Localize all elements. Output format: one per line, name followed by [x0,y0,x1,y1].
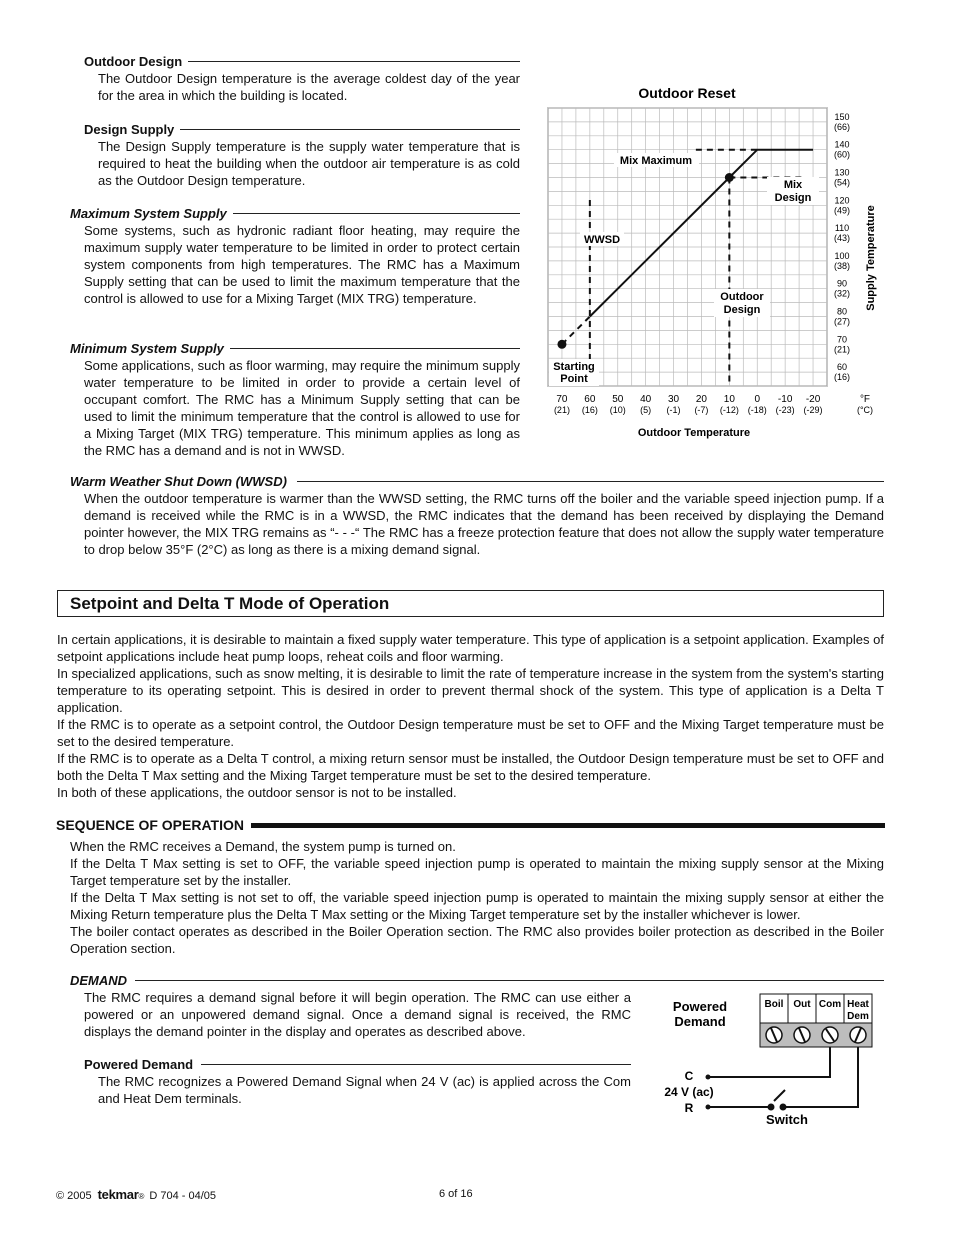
x-tick-label: 20 [695,394,708,405]
setpoint-body [57,631,884,801]
design-supply-section [84,121,520,189]
outdoor-design-heading: Outdoor Design [84,54,183,69]
min-system-supply-section [70,340,520,459]
terminal-c-dot [706,1075,711,1080]
paragraph: If the Delta T Max setting is not set to off, the variable speed injection pump is operated to maintain the mixing supply sensor at either the Mixing Return temperature plus the Delta T Max setting or the Mixing Target temperature set by the installer whichever is lower. [70,890,884,922]
c-label: C [684,1069,694,1083]
x-unit-label: °F [859,394,871,405]
y-tick-label-celsius: (54) [833,177,851,188]
y-tick-label-celsius: (60) [833,149,851,160]
terminal-com: Com [818,999,842,1010]
y-tick-label: 90 [836,278,848,289]
powered-demand-heading: Powered Demand [84,1057,194,1072]
x-tick-label-celsius: (21) [553,405,570,415]
max-system-supply-heading: Maximum System Supply [70,206,227,221]
chart-title: Outdoor Reset [638,85,736,101]
starting-point-marker [557,340,566,349]
starting-point-label: Point [560,373,588,385]
x-axis-label: Outdoor Temperature [637,427,751,439]
page-number: 6 of 16 [439,1188,473,1200]
switch-contact [780,1104,787,1111]
wiring-diagram [650,990,890,1130]
x-tick-label: -20 [805,394,821,405]
paragraph: If the RMC is to operate as a Delta T control, a mixing return sensor must be installed, the Outdoor Design temperature must be set to OFF and both the Delta T Max setting and the Mixing Target temperature must be set to the desired temperature. [57,751,884,783]
terminal-out: Out [793,999,811,1010]
y-tick-label: 60 [836,362,848,373]
x-tick-label: 40 [640,394,652,405]
footer-left [56,1186,216,1205]
brand-logo: tekmar [97,1187,139,1202]
x-tick-label: 0 [754,394,761,405]
y-tick-label: 100 [834,250,850,261]
x-tick-label: 70 [556,394,568,405]
switch-label: Switch [766,1112,808,1127]
design-point-marker [725,173,734,182]
paragraph: The boiler contact operates as described in the Boiler Operation section. The RMC also provides boiler protection as described in the Boiler Operation section. [70,924,884,956]
x-tick-label: 60 [584,394,596,405]
y-tick-label-celsius: (21) [833,344,851,355]
y-tick-label: 150 [834,111,850,122]
section-title: Setpoint and Delta T Mode of Operation [70,594,390,613]
demand-text: The RMC requires a demand signal before it will begin operation. The RMC can use either a powered or an unpowered demand signal. Once a demand signal is received, the RMC displays the demand pointer in the display and operates as described above. [84,990,631,1039]
terminal-r-dot [706,1105,711,1110]
outdoor-design-label: Outdoor [720,291,764,303]
y-tick-label-celsius: (32) [833,288,851,299]
x-tick-label-celsius: (-1) [666,405,681,415]
y-tick-label-celsius: (16) [833,372,851,383]
r-label: R [684,1101,694,1115]
y-tick-label: 140 [834,139,850,150]
demand-heading: DEMAND [70,973,128,988]
paragraph: When the RMC receives a Demand, the system pump is turned on. [70,839,456,854]
demand-heading-row [70,972,884,989]
wwsd-label: WWSD [583,234,621,246]
screw-icon [850,1027,866,1043]
x-tick-label-celsius: (-23) [775,405,795,415]
sequence-heading: SEQUENCE OF OPERATION [56,817,244,833]
y-tick-label: 120 [834,195,850,206]
x-tick-label-celsius: (-29) [803,405,823,415]
y-tick-label: 80 [836,306,848,317]
heading-rule [188,61,520,62]
outdoor-design-label: Design [723,304,761,316]
registered-mark: ® [138,1192,145,1201]
max-system-supply-text: Some systems, such as hydronic radiant floor heating, may require the maximum supply water temperature to be limited in order to protect certain system components from high temperatures. The RMC has a Maximum Supply setting that can be used to limit the maximum temperature that the control is allowed to use for a Mixing Target (MIX TRG) temperature. [84,223,520,306]
design-supply-heading: Design Supply [84,122,175,137]
y-tick-label: 110 [834,223,850,234]
wire-com [710,1047,830,1077]
y-tick-label-celsius: (66) [833,121,851,132]
x-unit-label-celsius: (°C) [856,405,874,415]
screw-icon [766,1027,782,1043]
max-system-supply-section [70,205,520,307]
sequence-heading-row [56,817,885,834]
setpoint-title-box [57,590,884,617]
heading-rule [233,213,520,214]
x-tick-label: -10 [777,394,793,405]
wwsd-text: When the outdoor temperature is warmer than the WWSD setting, the RMC turns off the boiler and the variable speed injection pump. If a demand is received while the RMC is in a WWSD, the RMC indicates that the demand has been received by displaying the Demand pointer however, the MIX TRG remains as “- - -“ The RMC has a freeze protection feature that does not allow the supply water temperature to drop below 35°F (2°C) as long as there is a mixing demand signal. [84,491,884,557]
screw-icon [822,1027,838,1043]
paragraph: If the RMC is to operate as a setpoint control, the Outdoor Design temperature must be set to OFF and the Mixing Target temperature must be set to the desired temperature. [57,717,884,749]
voltage-label: 24 V (ac) [664,1085,714,1099]
design-supply-text: The Design Supply temperature is the supply water temperature that is required to heat the building when the outdoor air temperature is as cold as the Outdoor Design temperature. [98,139,520,188]
min-system-supply-text: Some applications, such as floor warming, may require the minimum supply water temperature to be limited in order to provide a certain level of occupant comfort. The RMC has a Minimum Supply setting that can be used to limit the minimum temperature that the control is allowed to use for a Mixing Target (MIX TRG) temperature. This minimum applies as long as the RMC has a demand and is not in WWSD. [84,358,520,458]
heading-rule [180,129,520,130]
heading-rule [230,348,520,349]
x-tick-label-celsius: (-18) [747,405,767,415]
y-tick-label-celsius: (38) [833,260,851,271]
y-tick-label-celsius: (43) [833,233,851,244]
y-tick-label-celsius: (27) [833,316,851,327]
x-tick-label: 10 [723,394,735,405]
x-tick-label-celsius: (16) [581,405,598,415]
heading-rule [135,980,884,981]
mix-design-label: Mix [783,179,803,191]
powered-label: Powered [672,999,728,1014]
x-tick-label-celsius: (10) [609,405,626,415]
demand-label: Demand [674,1014,726,1029]
paragraph: In certain applications, it is desirable to maintain a fixed supply water temperature. This type of application is a setpoint application. Examples of setpoint applications include heat pump loops, reheat coils and floor warming. [57,632,884,664]
x-tick-label-celsius: (5) [640,405,652,415]
heading-rule [201,1064,631,1065]
document-number: D 704 - 04/05 [149,1190,217,1202]
mix-maximum-label: Mix Maximum [619,155,693,167]
heading-thick-rule [251,823,885,828]
x-tick-label: 50 [612,394,624,405]
powered-demand-text: The RMC recognizes a Powered Demand Signal when 24 V (ac) is applied across the Com and Heat Dem terminals. [98,1074,631,1106]
outdoor-reset-chart [540,80,890,445]
starting-point-label: Starting [553,361,595,373]
y-tick-label-celsius: (49) [833,205,851,216]
paragraph: If the Delta T Max setting is set to OFF, the variable speed injection pump is operated to maintain the mixing supply sensor at the Mixing Target temperature set by the installer. [70,856,884,888]
screw-icon [794,1027,810,1043]
terminal-boil: Boil [764,999,784,1010]
outdoor-design-text: The Outdoor Design temperature is the average coldest day of the year for the area in which the building is located. [98,71,520,103]
wwsd-section [70,473,884,558]
powered-demand-section [84,1056,631,1107]
switch-blade [774,1090,785,1101]
y-tick-label: 70 [836,334,848,345]
mix-design-label: Design [774,192,812,204]
y-tick-label: 130 [834,167,850,178]
wwsd-heading: Warm Weather Shut Down (WWSD) [70,474,287,489]
x-tick-label: 30 [667,394,680,405]
paragraph: In both of these applications, the outdoor sensor is not to be installed. [57,785,457,800]
min-system-supply-heading: Minimum System Supply [70,341,224,356]
outdoor-design-section [84,53,520,104]
copyright: © 2005 [56,1190,92,1202]
x-tick-label-celsius: (-7) [694,405,709,415]
terminal-dem: Dem [847,1011,869,1022]
y-axis-label: Supply Temperature [865,205,877,311]
x-tick-label-celsius: (-12) [719,405,739,415]
heading-rule [297,481,884,482]
terminal-heat: Heat [847,999,869,1010]
sequence-body [70,838,884,957]
paragraph: In specialized applications, such as snow melting, it is desirable to limit the rate of temperature increase in the system from the system's starting temperature to its operating setpoint. This is desired in order to prevent thermal shock of the system. This type of application is a Delta T application. [57,666,884,715]
switch-contact [768,1104,775,1111]
